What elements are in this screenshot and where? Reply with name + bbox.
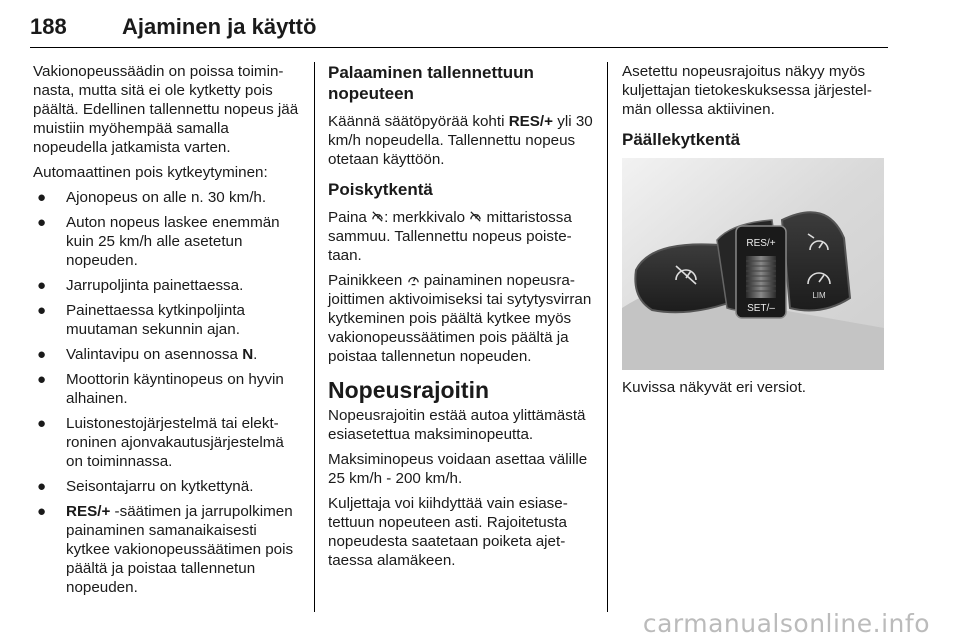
list-item: ● Painettaessa kytkinpoljinta muutaman sekunnin ajan. <box>37 302 245 338</box>
bullet-icon: ● <box>37 503 47 520</box>
paragraph: Painikkeen painaminen nopeusrajoittimen aktivoimiseksi tai sytytysvirran kytkeminen pois päältä kytkee myös vakionopeussäätimen pois päältä ja poistaa tallennetun nopeuden. <box>328 272 592 365</box>
column-divider-1 <box>314 62 315 612</box>
heading: Poiskytkentä <box>328 180 433 199</box>
column-divider-2 <box>607 62 608 612</box>
paragraph: Maksiminopeus voidaan asettaa välille 25 km/h - 200 km/h. <box>328 451 588 487</box>
lim-label: LIM <box>812 291 826 300</box>
list-item: ● Jarrupoljinta painettaessa. <box>37 277 244 294</box>
bullet-icon: ● <box>37 214 47 231</box>
list-item: ● Valintavipu on asennossa N. <box>37 346 258 363</box>
header-divider <box>30 47 888 48</box>
section-title: Ajaminen ja käyttö <box>122 14 317 39</box>
list-item: ● Ajonopeus on alle n. 30 km/h. <box>37 189 267 206</box>
list-item: ● Moottorin käyntinopeus on hyvin alhainen. <box>37 371 284 407</box>
paragraph: Paina : merkkivalo mittaristossa sammuu. Tallennettu nopeus poistetaan. <box>328 209 572 264</box>
section-heading: Nopeusrajoitin <box>328 377 490 403</box>
list-item: ● RES/+ -säätimen ja jarrupolkimen painaminen samanaikaisesti kytkee vakionopeussäätimen pois päältä ja poistaa tallennetun nopeuden. <box>37 503 294 596</box>
list-item: ● Auton nopeus laskee enemmän kuin 25 km/h alle asetetun nopeuden. <box>37 214 280 269</box>
bullet-icon: ● <box>37 478 47 495</box>
steering-wheel-illustration <box>622 158 884 370</box>
page-header <box>30 14 888 54</box>
figure-caption: Kuvissa näkyvät eri versiot. <box>622 379 807 396</box>
cruise-off-icon <box>469 210 482 223</box>
list-item: ● Seisontajarru on kytkettynä. <box>37 478 254 495</box>
bullet-icon: ● <box>37 346 47 363</box>
bullet-icon: ● <box>37 189 47 206</box>
page-number: 188 <box>30 14 67 39</box>
bullet-icon: ● <box>37 277 47 294</box>
paragraph: Käännä säätöpyörää kohti RES/+ yli 30 km/h nopeudella. Tallennettu nopeus otetaan käyttöön. <box>328 113 593 168</box>
bullet-icon: ● <box>37 415 47 432</box>
column-2 <box>328 62 594 576</box>
paragraph: Kuljettaja voi kiihdyttää vain esiasetettuun nopeuteen asti. Rajoitetusta nopeudesta saatetaan poiketa ajettaessa alamäkeen. <box>328 495 568 569</box>
cruise-off-icon <box>371 210 384 223</box>
column-3 <box>622 62 888 403</box>
bullet-icon: ● <box>37 302 47 319</box>
paragraph: Nopeusrajoitin estää autoa ylittämästä esiasetettua maksiminopeutta. <box>328 407 586 443</box>
paragraph: Vakionopeussäädin on poissa toiminnasta, mutta sitä ei ole kytketty pois päältä. Edellinen tallennettu nopeus jää muistiin myöhempää samalla nopeudella jatkamista varten. <box>33 63 299 156</box>
set-label: SET/– <box>747 303 775 314</box>
res-label: RES/+ <box>746 238 776 249</box>
column-1 <box>33 62 301 603</box>
paragraph: Asetettu nopeusrajoitus näkyy myös kuljettajan tietokeskuksessa järjestelmän ollessa aktiivinen. <box>622 63 872 118</box>
speed-limiter-icon <box>407 273 420 286</box>
list-item: ● Luistonestojärjestelmä tai elektroninen ajonvakautusjärjestelmä on toiminnassa. <box>37 415 284 470</box>
bullet-icon: ● <box>37 371 47 388</box>
steering-wheel-controls-image <box>622 158 884 370</box>
heading: Palaaminen tallennettuun nopeuteen <box>328 63 534 103</box>
watermark: carmanualsonline.info <box>642 609 930 638</box>
paragraph: Automaattinen pois kytkeytyminen: <box>33 164 268 181</box>
heading: Päällekytkentä <box>622 130 741 149</box>
